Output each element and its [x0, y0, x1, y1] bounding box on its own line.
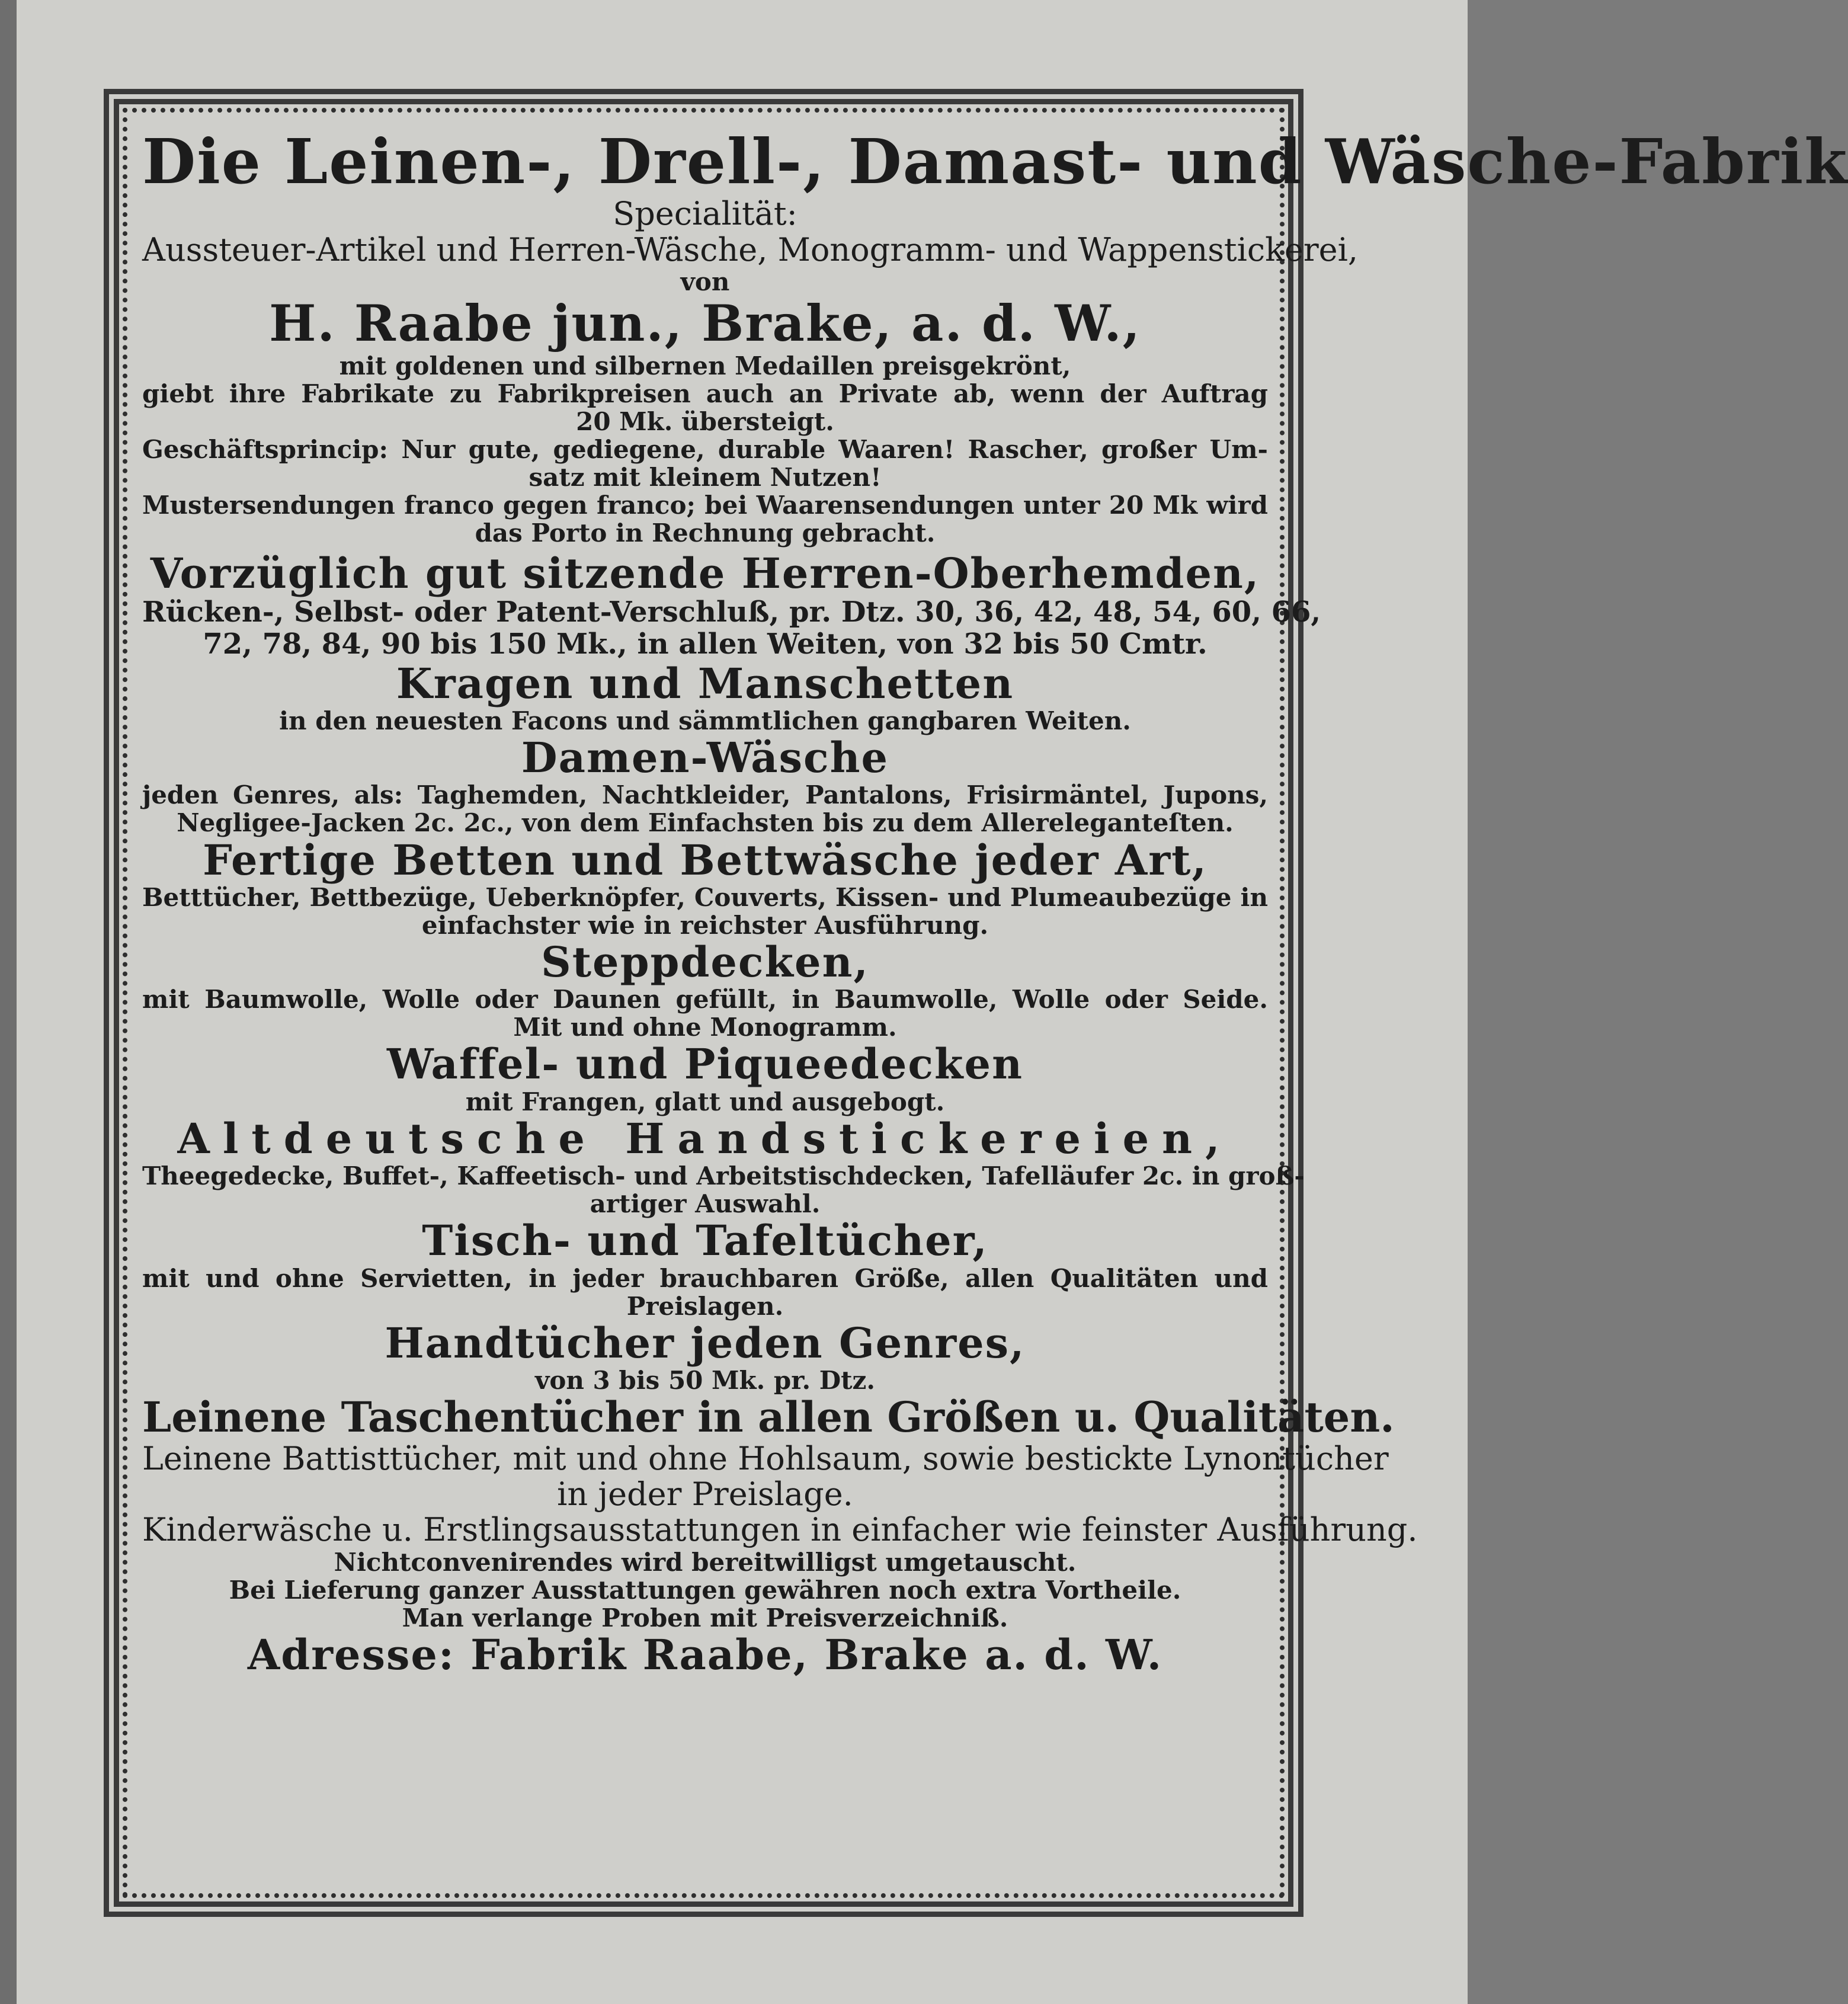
von-text: von — [680, 267, 730, 297]
exchange-text: Nichtconvenirendes wird bereitwilligst umgetauscht. — [334, 1547, 1077, 1577]
table-line-1: mit und ohne Servietten, in jeder brauchbaren Größe, allen Qualitäten und — [142, 1263, 1268, 1293]
company-name: H. Raabe jun., Brake, a. d. W., — [269, 294, 1141, 353]
hankies-line-1: Leinene Battisttücher, mit und ohne Hohlsaum, sowie bestickte Lynontücher — [142, 1439, 1389, 1477]
beds-line-2: einfachster wie in reichster Ausführung. — [421, 910, 989, 940]
book-spine — [0, 0, 17, 2004]
ladies-heading: Damen-Wäsche — [521, 733, 889, 783]
prices-line-1: giebt ihre Fabrikate zu Fabrikpreisen auch an Private ab, wenn der Auftrag — [142, 379, 1268, 408]
ladies-line-2: Negligee-Jacken 2c. 2c., von dem Einfachsten bis zu dem Allereleganteſten. — [177, 808, 1234, 838]
ad-title: Die Leinen-, Drell-, Damast- und Wäsche-Fabrik — [142, 125, 1848, 198]
towels-line-1: von 3 bis 50 Mk. pr. Dtz. — [534, 1366, 876, 1395]
bonus-text: Bei Lieferung ganzer Ausstattungen gewähren noch extra Vortheile. — [229, 1575, 1181, 1605]
embroidery-heading: Altdeutsche Handstickereien, — [177, 1113, 1233, 1163]
samples-line-1: Mustersendungen franco gegen franco; bei Waarensendungen unter 20 Mk wird — [142, 490, 1268, 520]
collars-heading: Kragen und Manschetten — [396, 658, 1014, 708]
samples-line-2: das Porto in Rechnung gebracht. — [475, 518, 936, 548]
table-line-2: Preislagen. — [626, 1291, 784, 1321]
embroidery-line-1: Theegedecke, Buffet-, Kaffeetisch- und Arbeitstischdecken, Tafelläufer 2c. in groß- — [142, 1161, 1305, 1191]
waffle-heading: Waffel- und Piqueedecken — [387, 1039, 1023, 1089]
ladies-line-1: jeden Genres, als: Taghemden, Nachtkleider, Pantalons, Frisirmäntel, Jupons, — [142, 780, 1268, 810]
principle-line-2: satz mit kleinem Nutzen! — [529, 462, 882, 492]
request-text: Man verlange Proben mit Preisverzeichniß. — [402, 1603, 1008, 1633]
hankies-heading: Leinene Taschentücher in allen Größen u. Qualitäten. — [142, 1392, 1395, 1442]
shirts-line-2: 72, 78, 84, 90 bis 150 Mk., in allen Weiten, von 32 bis 50 Cmtr. — [203, 627, 1208, 661]
beds-line-1: Betttücher, Bettbezüge, Ueberknöpfer, Couverts, Kissen- und Plumeaubezüge in — [142, 882, 1268, 912]
waffle-line-1: mit Frangen, glatt und ausgebogt. — [465, 1087, 945, 1116]
shirts-heading: Vorzüglich gut sitzende Herren-Oberhemden, — [150, 548, 1260, 598]
hankies-line-2: in jeder Preislage. — [557, 1475, 853, 1513]
quilts-heading: Steppdecken, — [541, 937, 869, 987]
shirts-line-1: Rücken-, Selbst- oder Patent-Verschluß, pr. Dtz. 30, 36, 42, 48, 54, 60, 66, — [142, 596, 1321, 629]
awards-text: mit goldenen und silbernen Medaillen preisgekrönt, — [339, 351, 1071, 380]
collars-line-1: in den neuesten Facons und sämmtlichen gangbaren Weiten. — [279, 706, 1131, 736]
prices-line-2: 20 Mk. übersteigt. — [576, 406, 834, 436]
kids-text: Kinderwäsche u. Erstlingsausstattungen in einfacher wie feinster Ausführung. — [142, 1511, 1418, 1549]
advertisement — [142, 125, 1848, 1875]
beds-heading: Fertige Betten und Bettwäsche jeder Art, — [203, 835, 1208, 885]
principle-line-1: Geschäftsprincip: Nur gute, gediegene, durable Waaren! Rascher, großer Um- — [142, 434, 1268, 464]
specialty-label: Specialität: — [613, 195, 798, 233]
specialty-text: Aussteuer-Artikel und Herren-Wäsche, Monogramm- und Wappenstickerei, — [142, 231, 1359, 268]
table-heading: Tisch- und Tafeltücher, — [422, 1216, 988, 1266]
embroidery-line-2: artiger Auswahl. — [590, 1189, 821, 1219]
quilts-line-1: mit Baumwolle, Wolle oder Daunen gefüllt, in Baumwolle, Wolle oder Seide. — [142, 985, 1268, 1014]
address-text: Adresse: Fabrik Raabe, Brake a. d. W. — [247, 1630, 1163, 1680]
towels-heading: Handtücher jeden Genres, — [385, 1318, 1026, 1368]
quilts-line-2: Mit und ohne Monogramm. — [513, 1013, 897, 1042]
